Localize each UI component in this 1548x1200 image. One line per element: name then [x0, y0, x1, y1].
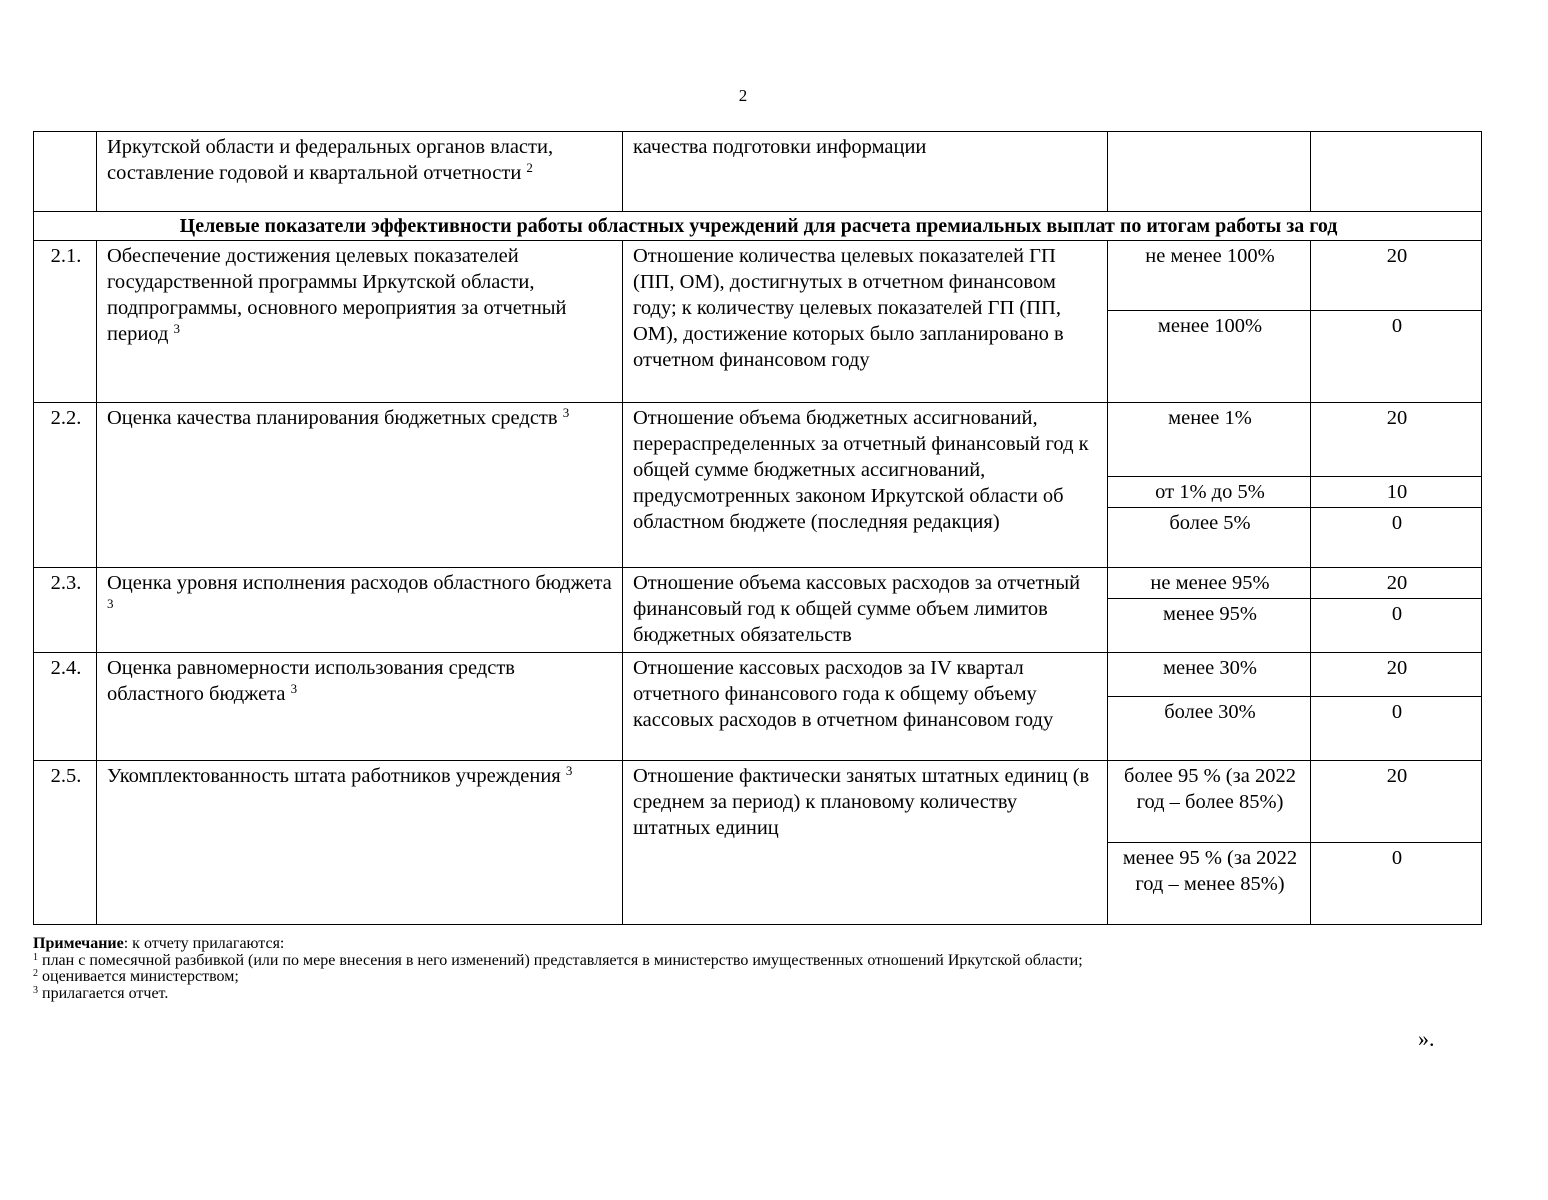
- closing-quote-mark: ».: [1418, 1026, 1435, 1051]
- table-row: [34, 761, 1482, 843]
- criterion-points: 20: [1311, 568, 1482, 599]
- page-number: 2: [738, 86, 748, 105]
- footnote-ref: 3: [565, 763, 573, 778]
- criterion-points: 20: [1311, 761, 1482, 843]
- indicators-table: [33, 131, 1482, 925]
- footnote-item: [33, 986, 1083, 1003]
- indicator-name-cell: [97, 132, 623, 212]
- indicator-name: Иркутской области и федеральных органов власти, составление годовой и квартальной отчетности: [107, 136, 554, 184]
- method-text: Отношение фактически занятых штатных единиц (в среднем за период) к плановому количеству штатных единиц: [633, 765, 1090, 839]
- points-cell: [1311, 132, 1482, 212]
- method-text: Отношение кассовых расходов за IV квартал отчетного финансового года к общему объему кассовых расходов в отчетном финансовом году: [633, 657, 1054, 731]
- row-number: 2.1.: [34, 241, 97, 403]
- method-cell: [623, 568, 1108, 653]
- footnote-ref: 3: [290, 681, 298, 696]
- criterion-points: 20: [1311, 403, 1482, 477]
- footnote-ref: 3: [562, 405, 570, 420]
- footnote-mark: 1: [33, 951, 38, 963]
- indicator-name-cell: [97, 568, 623, 653]
- footnote-item: [33, 953, 1083, 970]
- continuation-row: [34, 132, 1482, 212]
- footnote-ref: 2: [526, 160, 533, 175]
- criterion-condition: не менее 100%: [1108, 241, 1311, 311]
- method-text: Отношение объема кассовых расходов за отчетный финансовый год к общей сумме объем лимитов бюджетных обязательств: [633, 572, 1081, 646]
- criterion-points: 0: [1311, 508, 1482, 568]
- criterion-points: 0: [1311, 311, 1482, 403]
- footnote-item: [33, 969, 1083, 986]
- table-row: [34, 568, 1482, 599]
- row-number: 2.2.: [34, 403, 97, 568]
- indicator-name-cell: [97, 653, 623, 761]
- criterion-points: 0: [1311, 599, 1482, 653]
- criterion-condition: менее 95 % (за 2022 год – менее 85%): [1108, 843, 1311, 925]
- criterion-condition: менее 100%: [1108, 311, 1311, 403]
- criterion-condition: менее 30%: [1108, 653, 1311, 697]
- criterion-condition: от 1% до 5%: [1108, 477, 1311, 508]
- indicator-name: Оценка равномерности использования средств областного бюджета: [107, 657, 515, 705]
- criterion-condition: более 95 % (за 2022 год – более 85%): [1108, 761, 1311, 843]
- footnote-text: план с помесячной разбивкой (или по мере внесения в него изменений) представляется в министерство имущественных отношений Иркутской области;: [42, 951, 1083, 969]
- indicator-name: Укомплектованность штата работников учреждения: [107, 765, 561, 787]
- criterion-points: 20: [1311, 241, 1482, 311]
- method-cell: [623, 241, 1108, 403]
- section-header-row: [34, 212, 1482, 241]
- row-number-cell: [34, 132, 97, 212]
- footnote-ref: 3: [107, 596, 114, 611]
- method-cell: [623, 653, 1108, 761]
- method-cell: [623, 403, 1108, 568]
- indicator-name-cell: [97, 403, 623, 568]
- criterion-points: 20: [1311, 653, 1482, 697]
- indicator-name-cell: [97, 761, 623, 925]
- footnote-text: оценивается министерством;: [42, 968, 239, 985]
- criterion-condition: менее 1%: [1108, 403, 1311, 477]
- footnote-mark: 2: [33, 968, 38, 979]
- notes-intro-text: : к отчету прилагаются:: [123, 935, 285, 952]
- indicator-name: Оценка качества планирования бюджетных средств: [107, 407, 558, 429]
- footnote-ref: 3: [173, 321, 181, 336]
- notes-heading: Примечание: [33, 935, 124, 952]
- footnotes: [33, 936, 1083, 1002]
- table-row: [34, 403, 1482, 477]
- row-number: 2.4.: [34, 653, 97, 761]
- row-number: 2.3.: [34, 568, 97, 653]
- footnote-text: прилагается отчет.: [42, 984, 169, 1002]
- criterion-points: 10: [1311, 477, 1482, 508]
- table-row: [34, 653, 1482, 697]
- indicator-name-cell: [97, 241, 623, 403]
- method-text: качества подготовки информации: [633, 136, 927, 158]
- row-number: 2.5.: [34, 761, 97, 925]
- notes-intro: [33, 936, 1083, 953]
- indicator-name: Обеспечение достижения целевых показателей государственной программы Иркутской области, подпрограммы, основного мероприятия за отчетный период: [107, 245, 567, 345]
- criterion-condition: более 30%: [1108, 697, 1311, 761]
- criterion-condition: более 5%: [1108, 508, 1311, 568]
- section-title: Целевые показатели эффективности работы областных учреждений для расчета премиальных выплат по итогам работы за год: [34, 212, 1482, 241]
- criteria-cell: [1108, 132, 1311, 212]
- criterion-points: 0: [1311, 843, 1482, 925]
- footnote-mark: 3: [33, 984, 38, 996]
- method-cell: [623, 761, 1108, 925]
- criterion-condition: не менее 95%: [1108, 568, 1311, 599]
- method-cell: [623, 132, 1108, 212]
- criterion-condition: менее 95%: [1108, 599, 1311, 653]
- indicator-name: Оценка уровня исполнения расходов областного бюджета: [107, 572, 612, 594]
- method-text: Отношение количества целевых показателей ГП (ПП, ОМ), достигнутых в отчетном финансовом году; к количеству целевых показателей ГП (ПП, ОМ), достижение которых было запланировано в отчетном финансовом году: [633, 245, 1064, 371]
- method-text: Отношение объема бюджетных ассигнований, перераспределенных за отчетный финансовый год к общей сумме бюджетных ассигнований, предусмотренных законом Иркутской области об областном бюджете (последняя редакция): [633, 407, 1089, 533]
- criterion-points: 0: [1311, 697, 1482, 761]
- table-row: [34, 241, 1482, 311]
